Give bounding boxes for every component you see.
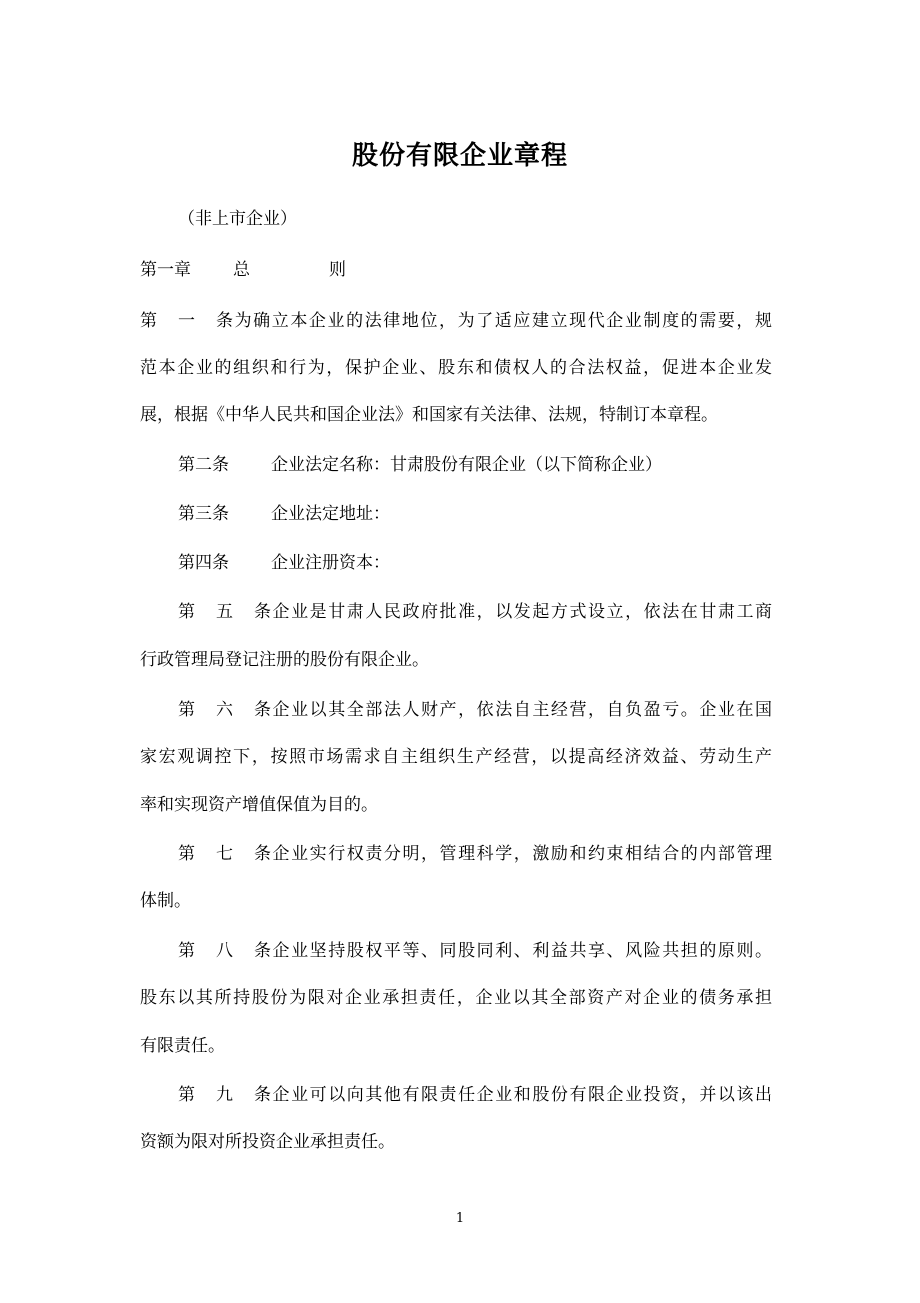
article-label: 第六条 — [178, 700, 271, 720]
article-text: 企业可以向其他有限责任企业和股份有限企业投资，并以该出 — [271, 1085, 772, 1105]
article-text: 为确立本企业的法律地位，为了适应建立现代企业制度的需要，规 — [233, 311, 772, 331]
article-5-line-2: 行政管理局登记注册的股份有限企业。 — [140, 650, 429, 670]
article-8-line-1 — [178, 938, 772, 964]
document-title: 股份有限企业章程 — [351, 141, 568, 171]
article-8-line-2: 股东以其所持股份为限对企业承担责任，企业以其全部资产对企业的债务承担 — [140, 988, 772, 1008]
article-label: 第七条 — [178, 844, 271, 864]
article-label: 第八条 — [178, 941, 271, 961]
article-label: 第九条 — [178, 1085, 271, 1105]
document-subtitle: （非上市企业） — [178, 209, 297, 229]
article-7-line-2: 体制。 — [140, 891, 191, 911]
article-5-line-1 — [178, 599, 772, 625]
article-text: 企业注册资本： — [271, 553, 390, 573]
article-3-line-1 — [178, 501, 390, 527]
article-text: 企业法定地址： — [271, 504, 390, 524]
article-1-line-3: 展，根据《中华人民共和国企业法》和国家有关法律、法规，特制订本章程。 — [140, 405, 718, 425]
article-text: 企业坚持股权平等、同股同利、利益共享、风险共担的原则。 — [271, 941, 772, 961]
chapter-title-char2: 则 — [329, 260, 346, 280]
article-label: 第五条 — [178, 602, 271, 622]
article-9-line-2: 资额为限对所投资企业承担责任。 — [140, 1132, 395, 1152]
page-number: 1 — [455, 1211, 465, 1226]
article-text: 企业法定名称：甘肃股份有限企业（以下简称企业） — [271, 455, 662, 475]
article-text: 企业以其全部法人财产，依法自主经营，自负盈亏。企业在国 — [271, 700, 772, 720]
chapter-heading — [140, 257, 346, 283]
article-1-line-2: 范本企业的组织和行为，保护企业、股东和债权人的合法权益，促进本企业发 — [140, 358, 772, 378]
article-label: 第一条 — [140, 311, 233, 331]
article-4-line-1 — [178, 550, 390, 576]
article-label: 第四条 — [178, 553, 229, 573]
article-6-line-2: 家宏观调控下，按照市场需求自主组织生产经营，以提高经济效益、劳动生产 — [140, 747, 772, 767]
article-6-line-1 — [178, 697, 772, 723]
article-label: 第三条 — [178, 504, 229, 524]
article-label: 第二条 — [178, 455, 229, 475]
chapter-title-char1: 总 — [233, 260, 250, 280]
article-text: 企业实行权责分明，管理科学，激励和约束相结合的内部管理 — [271, 844, 772, 864]
article-text: 企业是甘肃人民政府批准，以发起方式设立，依法在甘肃工商 — [271, 602, 772, 622]
chapter-label: 第一章 — [140, 260, 191, 280]
article-7-line-1 — [178, 841, 772, 867]
article-2-line-1 — [178, 452, 662, 478]
article-9-line-1 — [178, 1082, 772, 1108]
article-1-line-1 — [140, 308, 772, 334]
article-8-line-3: 有限责任。 — [140, 1036, 225, 1056]
article-6-line-3: 率和实现资产增值保值为目的。 — [140, 795, 378, 815]
